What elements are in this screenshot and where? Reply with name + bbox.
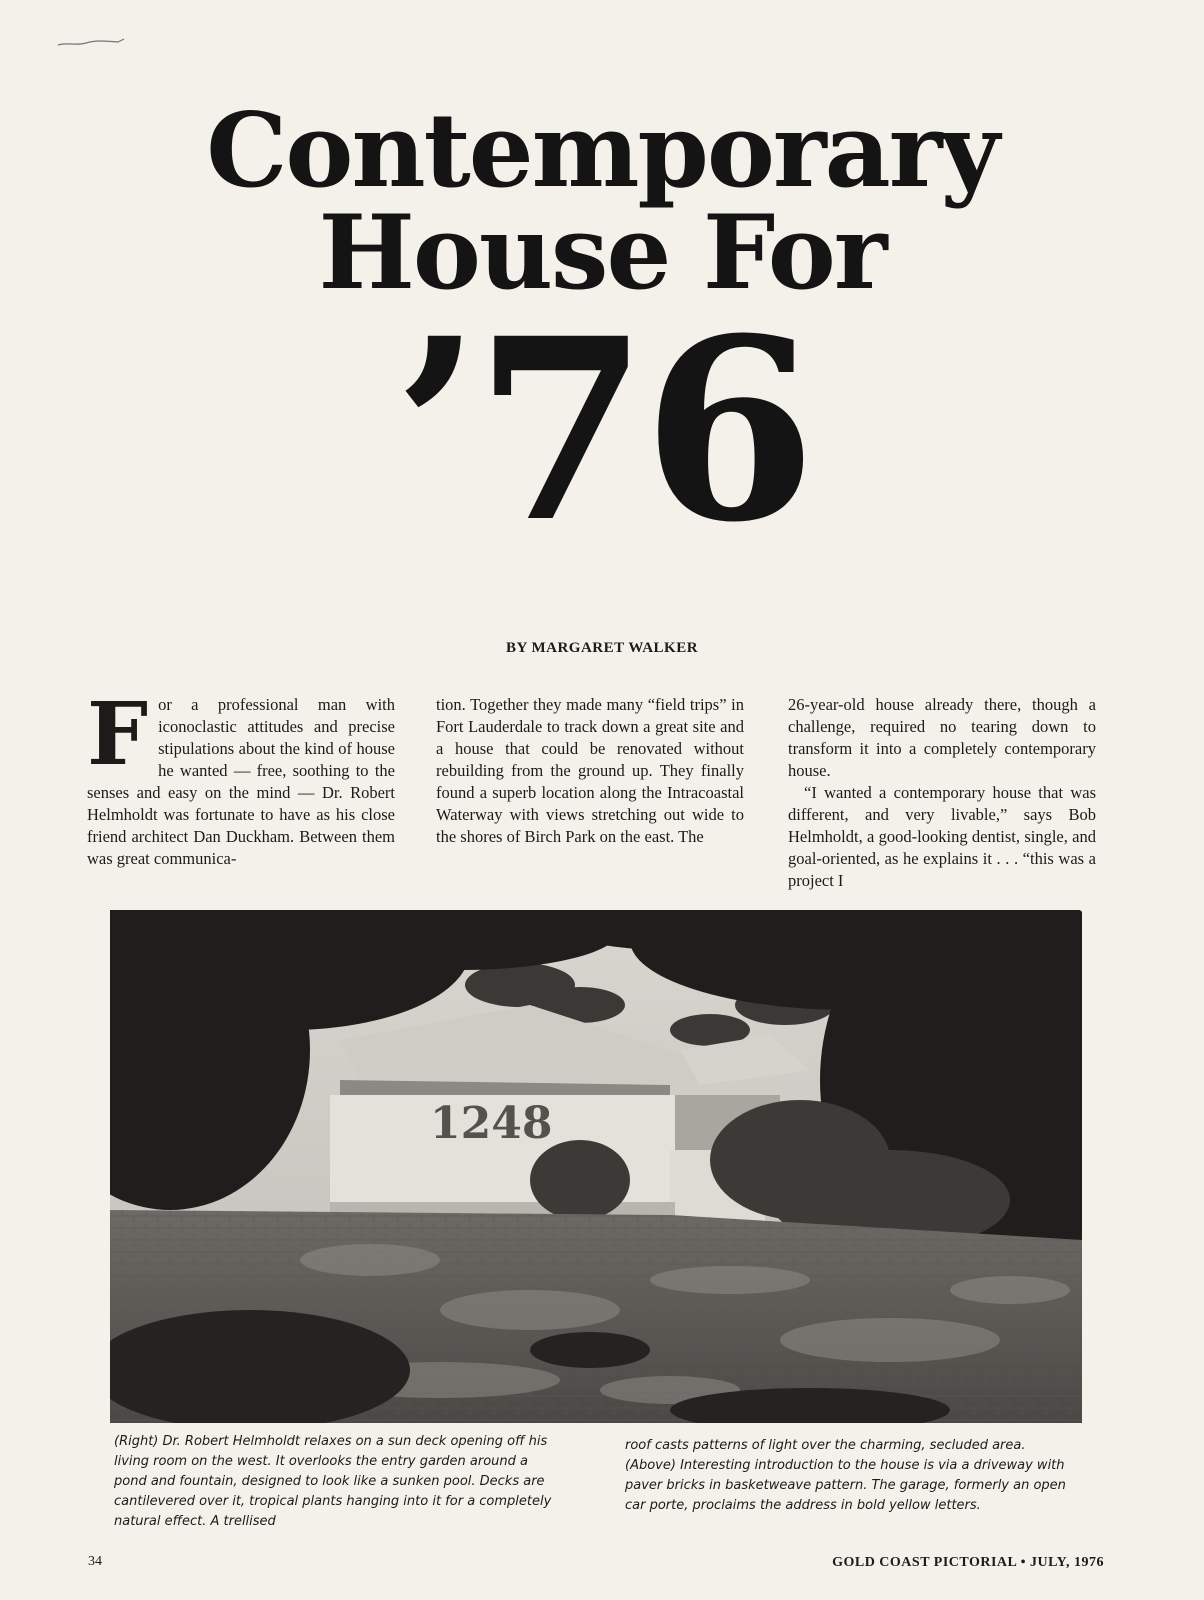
page-number: 34 (88, 1554, 102, 1569)
article-column-2 (436, 694, 744, 848)
byline: BY MARGARET WALKER (505, 640, 699, 656)
house-photo (110, 910, 1082, 1423)
column-1-text: or a professional man with iconoclastic attitudes and precise stipulations about the kind of house he wanted — free, soothing to the senses and easy on the mind — Dr. Robert Helmholdt was fortunate to have as his close friend architect Dan Duckham. Between them was great communica- (87, 695, 395, 868)
pencil-mark (56, 36, 128, 50)
photo-caption-right: roof casts patterns of light over the charming, secluded area. (Above) Interesting introduction to the house is via a driveway with paver bricks in basketweave pattern. The garage, formerly an open car porte, proclaims the address in bold yellow letters. (625, 1438, 1066, 1513)
publication-footer: GOLD COAST PICTORIAL • JULY, 1976 (832, 1555, 1104, 1570)
article-column-3 (788, 694, 1096, 892)
title-line-3: ’76 (393, 283, 811, 577)
house-number: 1248 (430, 1098, 553, 1149)
article-column-1 (87, 684, 395, 870)
photo-caption-left: (Right) Dr. Robert Helmholdt relaxes on a sun deck opening off his living room on the west. It overlooks the entry garden around a pond and fountain, designed to look like a sunken pool. Decks are cantilevered over it, tropical plants hanging into it for a completely natural effect. A trellised (114, 1434, 552, 1529)
column-3-paragraph-2: “I wanted a contemporary house that was different, and very livable,” says Bob Helmholdt, a good-looking dentist, single, and goal-oriented, as he explains it . . . “this was a project I (788, 783, 1096, 890)
column-2-text: tion. Together they made many “field trips” in Fort Lauderdale to track down a great site and a house that could be renovated without rebuilding from the ground up. They finally found a superb location along the Intracoastal Waterway with views stretching out wide to the shores of Birch Park on the east. The (436, 695, 744, 846)
drop-cap: F (87, 684, 149, 785)
title-line-2: House For (318, 193, 886, 313)
column-3-paragraph-1: 26-year-old house already there, though a challenge, required no tearing down to transform it into a completely contemporary house. (788, 695, 1096, 780)
house-photo-illustration (110, 910, 1082, 1423)
title-line-1: Contemporary (206, 91, 998, 211)
